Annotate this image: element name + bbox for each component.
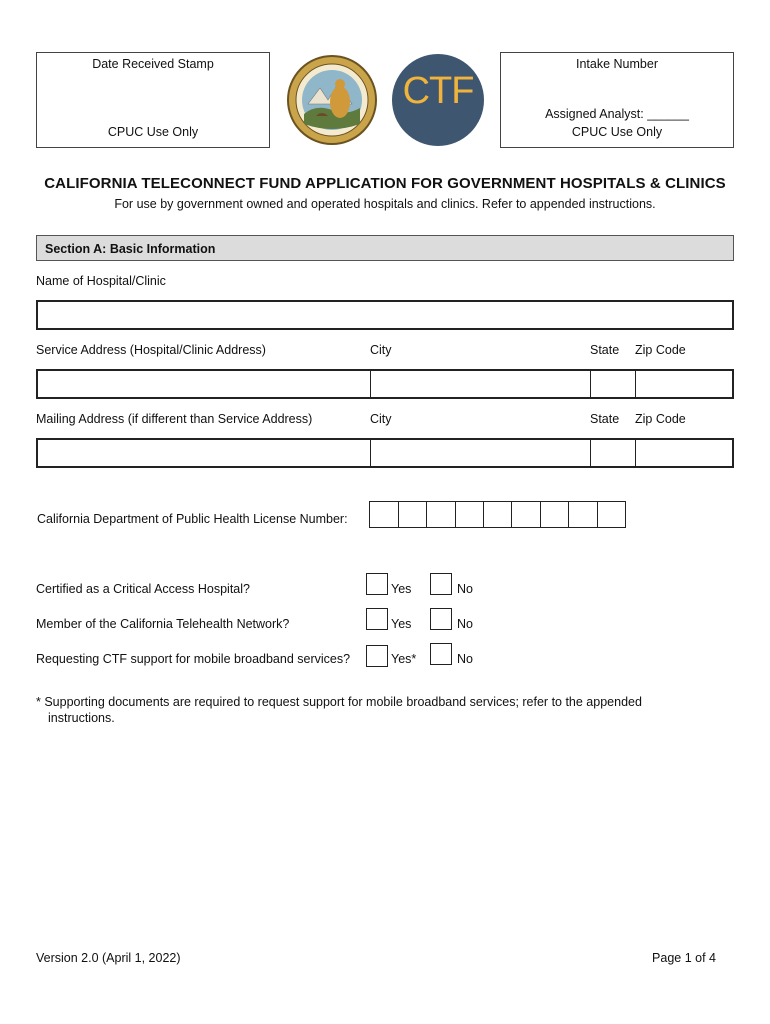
telehealth-yes-checkbox[interactable] <box>366 608 388 630</box>
assigned-analyst-label: Assigned Analyst: ______ <box>545 107 689 121</box>
mailing-zip-label: Zip Code <box>635 412 686 426</box>
service-zip-field[interactable] <box>635 371 732 397</box>
date-received-label: Date Received Stamp <box>92 57 214 71</box>
footnote-line-1: * Supporting documents are required to request support for mobile broadband services; refer to the appended <box>36 695 642 709</box>
telehealth-member-question: Member of the California Telehealth Network? <box>36 617 290 631</box>
divider <box>398 502 399 527</box>
page-number: Page 1 of 4 <box>652 951 716 965</box>
mobile-broadband-yes-checkbox[interactable] <box>366 645 388 667</box>
mobile-broadband-yes-label: Yes* <box>391 652 417 666</box>
divider <box>426 502 427 527</box>
mailing-state-label: State <box>590 412 620 426</box>
form-subtitle: For use by government owned and operated hospitals and clinics. Refer to appended instructions. <box>114 197 656 211</box>
service-state-label: State <box>590 343 620 357</box>
divider <box>483 502 484 527</box>
service-address-label: Service Address (Hospital/Clinic Address) <box>36 343 266 357</box>
service-city-label: City <box>370 343 392 357</box>
telehealth-yes-label: Yes <box>391 617 412 631</box>
service-zip-label: Zip Code <box>635 343 686 357</box>
mailing-city-label: City <box>370 412 392 426</box>
critical-access-no-label: No <box>457 582 473 596</box>
mailing-zip-field[interactable] <box>635 440 732 466</box>
cpuc-use-only-label-right: CPUC Use Only <box>571 125 663 139</box>
divider <box>540 502 541 527</box>
intake-number-box <box>500 52 734 148</box>
mobile-broadband-no-label: No <box>457 652 473 666</box>
mailing-address-label: Mailing Address (if different than Service Address) <box>36 412 313 426</box>
divider <box>597 502 598 527</box>
hospital-name-field[interactable] <box>36 300 734 330</box>
license-number-field[interactable] <box>369 501 626 528</box>
divider <box>511 502 512 527</box>
service-state-field[interactable] <box>590 371 633 397</box>
mailing-address-field[interactable] <box>38 440 368 466</box>
footnote-line-2: instructions. <box>48 711 115 725</box>
critical-access-question: Certified as a Critical Access Hospital? <box>36 582 250 596</box>
section-a-heading: Section A: Basic Information <box>36 235 734 261</box>
ctf-logo-text: CTF <box>402 70 474 112</box>
critical-access-yes-label: Yes <box>391 582 412 596</box>
critical-access-no-checkbox[interactable] <box>430 573 452 595</box>
cpuc-use-only-label: CPUC Use Only <box>107 125 199 139</box>
service-city-field[interactable] <box>370 371 588 397</box>
version-text: Version 2.0 (April 1, 2022) <box>36 951 181 965</box>
telehealth-no-label: No <box>457 617 473 631</box>
mailing-state-field[interactable] <box>590 440 633 466</box>
cpuc-seal-icon <box>286 54 378 146</box>
license-number-label: California Department of Public Health License Number: <box>37 512 348 526</box>
divider <box>568 502 569 527</box>
hospital-name-label: Name of Hospital/Clinic <box>36 274 166 288</box>
divider <box>455 502 456 527</box>
service-address-field[interactable] <box>38 371 368 397</box>
critical-access-yes-checkbox[interactable] <box>366 573 388 595</box>
telehealth-no-checkbox[interactable] <box>430 608 452 630</box>
mobile-broadband-question: Requesting CTF support for mobile broadband services? <box>36 652 351 666</box>
form-title: CALIFORNIA TELECONNECT FUND APPLICATION FOR GOVERNMENT HOSPITALS & CLINICS <box>44 175 726 192</box>
intake-number-label: Intake Number <box>576 57 658 71</box>
mobile-broadband-no-checkbox[interactable] <box>430 643 452 665</box>
mailing-city-field[interactable] <box>370 440 588 466</box>
date-received-stamp-box <box>36 52 270 148</box>
